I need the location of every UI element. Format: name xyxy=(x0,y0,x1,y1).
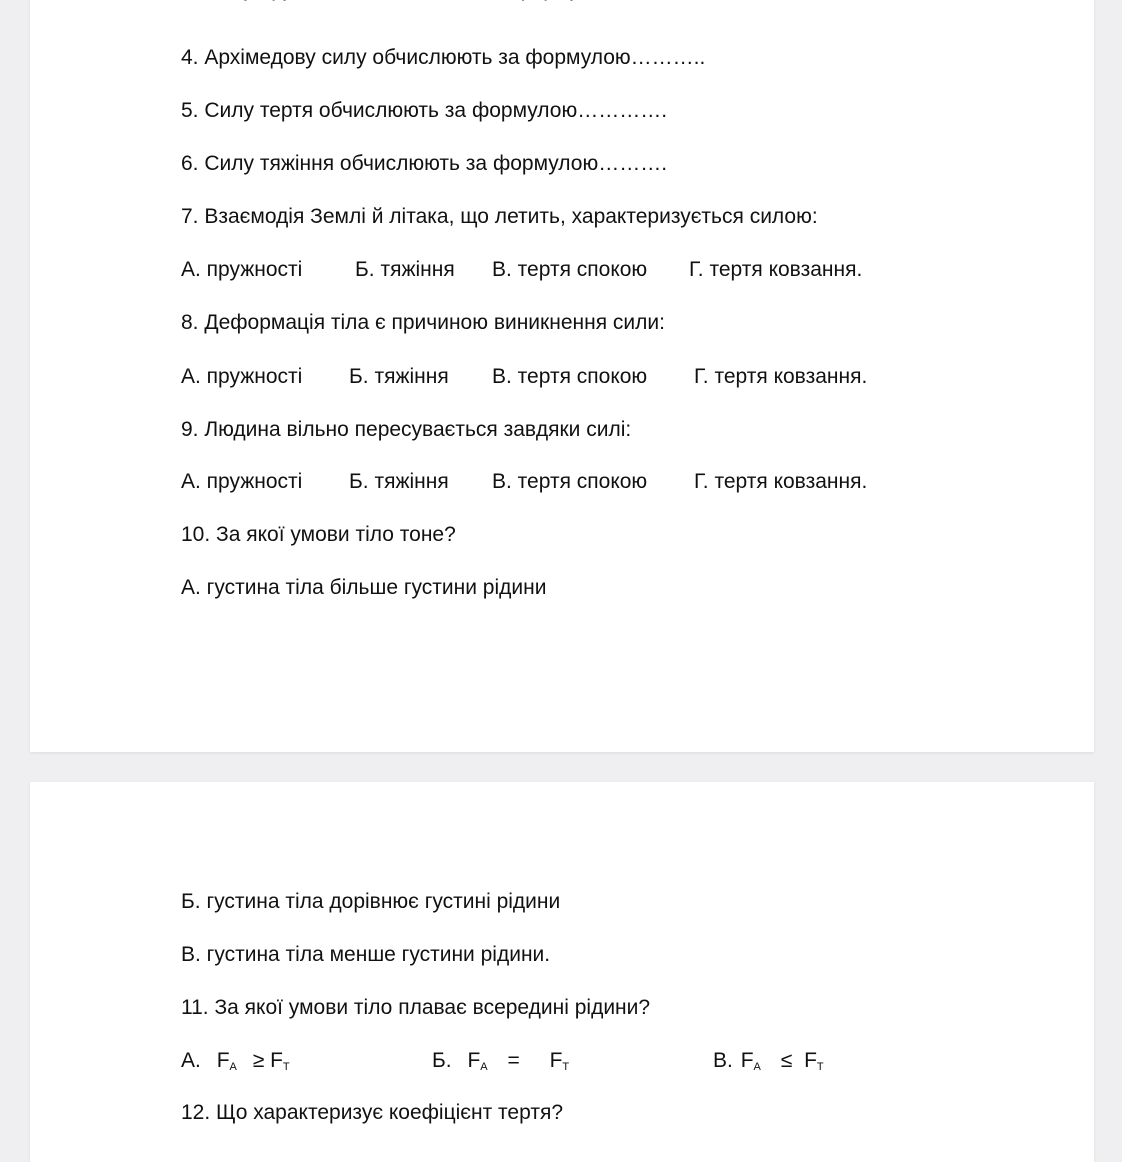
q7-option-g: Г. тертя ковзання. xyxy=(689,258,863,281)
question-7: 7. Взаємодія Землі й літака, що летить, характеризується силою: xyxy=(181,205,818,228)
question-5: 5. Силу тертя обчислюють за формулою…………. xyxy=(181,99,668,122)
question-11: 11. За якої умови тіло плаває всередині рідини? xyxy=(181,996,651,1019)
q11-v-label: В. xyxy=(713,1049,733,1072)
q11-a-rhs-sub: T xyxy=(282,1061,290,1073)
q11-v-rhs: F xyxy=(804,1049,817,1072)
question-6: 6. Силу тяжіння обчислюють за формулою………. xyxy=(181,152,668,175)
question-9: 9. Людина вільно пересувається завдяки силі: xyxy=(181,418,632,441)
document-page-1 xyxy=(30,0,1094,752)
q11-a-label: А. xyxy=(181,1049,201,1072)
q11-v-rhs-sub: T xyxy=(816,1061,824,1073)
q10-option-a: А. густина тіла більше густини рідини xyxy=(181,576,547,599)
q8-option-g: Г. тертя ковзання. xyxy=(694,365,868,388)
q8-option-v: В. тертя спокою xyxy=(492,365,648,388)
q11-option-a xyxy=(181,1048,290,1080)
q9-option-g: Г. тертя ковзання. xyxy=(694,470,868,493)
q11-v-op: ≤ xyxy=(780,1049,793,1072)
q11-v-lhs: F xyxy=(740,1049,754,1072)
q11-v-lhs-sub: A xyxy=(753,1061,761,1073)
document-page-2 xyxy=(30,782,1094,1162)
q11-a-op: ≥ xyxy=(252,1049,265,1072)
q11-b-lhs: F xyxy=(467,1049,481,1072)
q11-b-op: = xyxy=(507,1049,520,1072)
q11-b-lhs-sub: A xyxy=(480,1061,488,1073)
q11-option-b xyxy=(432,1048,569,1080)
q11-b-rhs: F xyxy=(549,1049,563,1072)
q9-option-a: А. пружності xyxy=(181,470,303,493)
question-8: 8. Деформація тіла є причиною виникнення сили: xyxy=(181,311,665,334)
question-12: 12. Що характеризує коефіцієнт тертя? xyxy=(181,1101,563,1124)
q11-b-label: Б. xyxy=(432,1049,452,1072)
question-10: 10. За якої умови тіло тоне? xyxy=(181,523,456,546)
q9-option-v: В. тертя спокою xyxy=(492,470,648,493)
q7-option-b: Б. тяжіння xyxy=(355,258,455,281)
q8-option-a: А. пружності xyxy=(181,365,303,388)
q11-a-lhs-sub: A xyxy=(229,1061,237,1073)
q10-option-v: В. густина тіла менше густини рідини. xyxy=(181,943,551,966)
question-3 xyxy=(181,0,688,3)
q11-a-rhs: F xyxy=(270,1049,283,1072)
question-4: 4. Архімедову силу обчислюють за формулою……….. xyxy=(181,46,706,69)
q11-a-lhs: F xyxy=(216,1049,230,1072)
q7-option-a: А. пружності xyxy=(181,258,303,281)
q9-option-b: Б. тяжіння xyxy=(349,470,449,493)
q11-b-rhs-sub: T xyxy=(562,1061,570,1073)
q8-option-b: Б. тяжіння xyxy=(349,365,449,388)
q7-option-v: В. тертя спокою xyxy=(492,258,648,281)
q10-option-b: Б. густина тіла дорівнює густині рідини xyxy=(181,890,561,913)
q11-option-v xyxy=(713,1048,824,1080)
